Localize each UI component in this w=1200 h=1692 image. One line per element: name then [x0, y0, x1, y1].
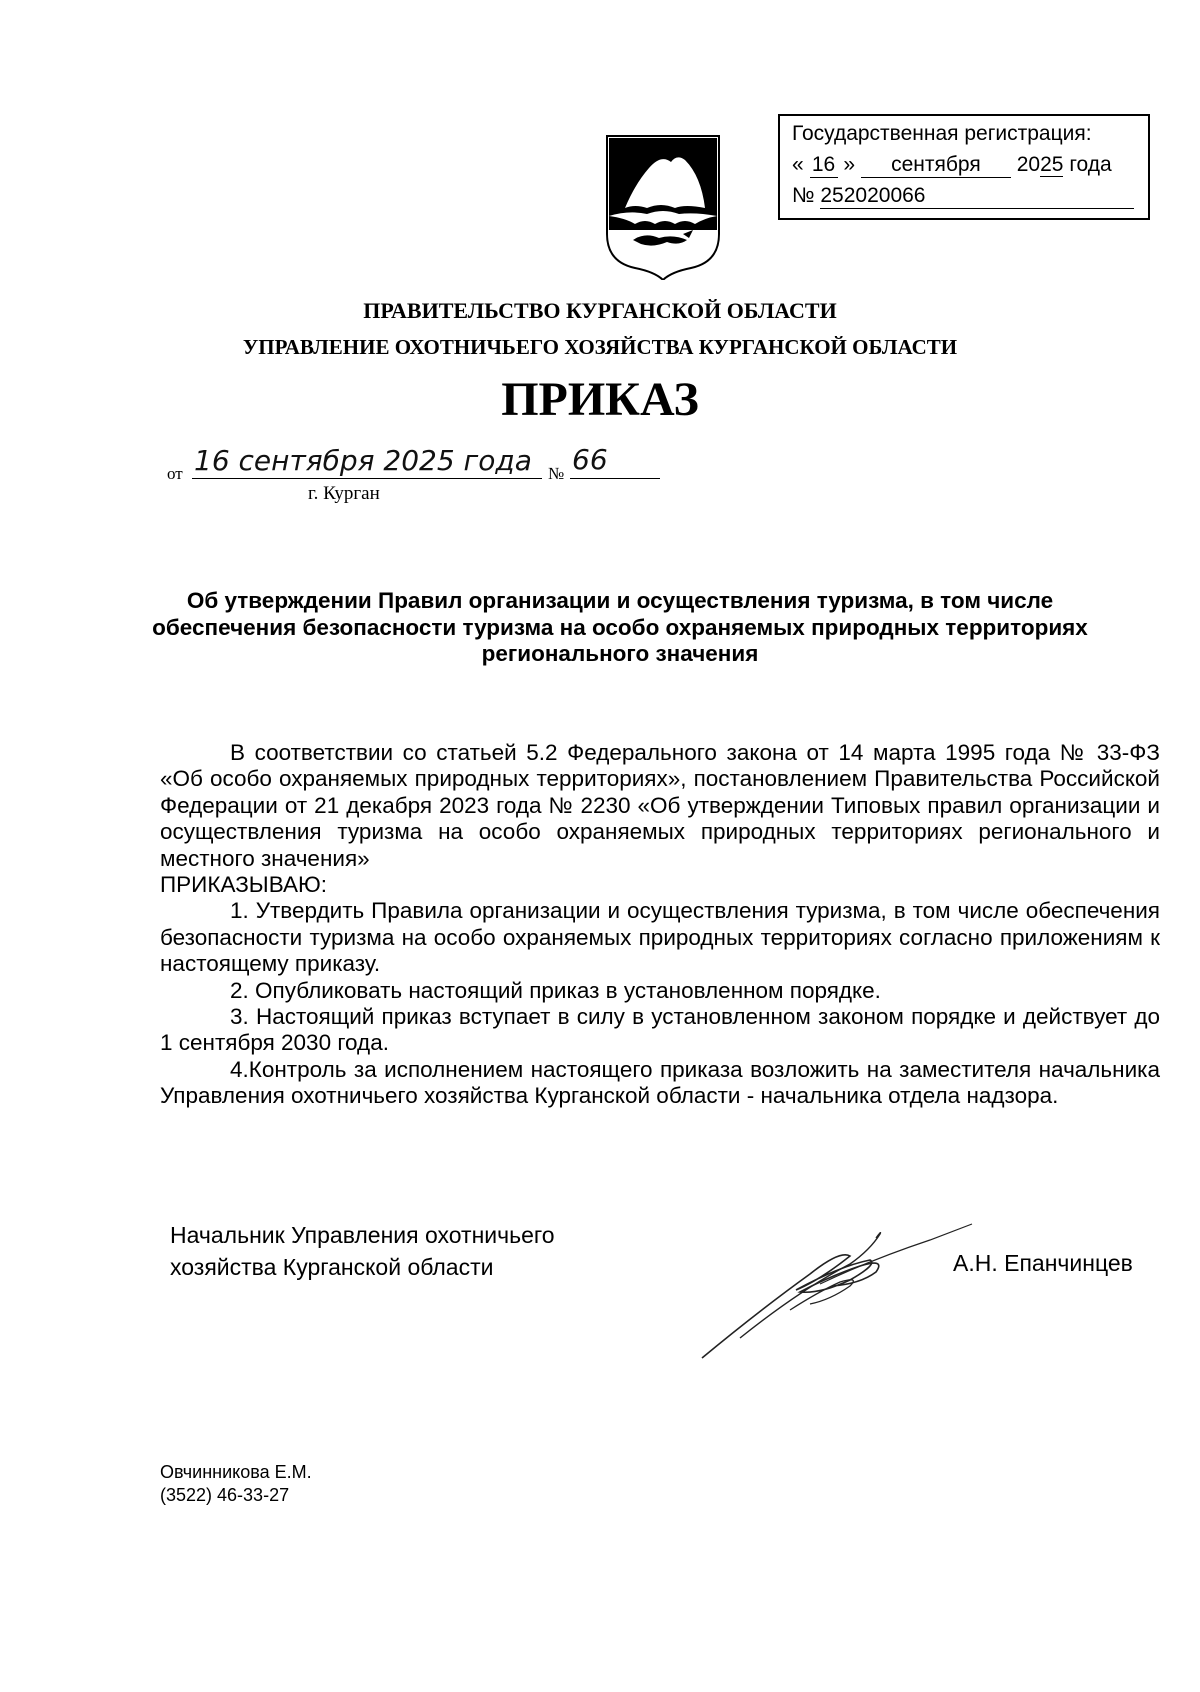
registration-stamp: [778, 114, 1150, 220]
order-from-label: от: [167, 464, 183, 483]
kurgan-region-emblem-icon: [605, 134, 721, 280]
stamp-date-line: [792, 153, 1112, 178]
stamp-month: сентября: [861, 153, 1011, 178]
order-city: г. Курган: [308, 483, 380, 504]
stamp-day-open: «: [792, 153, 804, 176]
executor-info: [160, 1461, 312, 1507]
signer-position-line1: Начальник Управления охотничьего: [170, 1222, 555, 1248]
stamp-year-word: года: [1069, 153, 1112, 176]
preamble-paragraph: [160, 740, 1160, 898]
order-subject: Об утверждении Правил организации и осуществления туризма, в том числе обеспечения безопасности туризма на особо охраняемых природных территориях регионального значения: [152, 588, 1088, 666]
order-date-handwritten: 16 сентября 2025 года: [194, 444, 532, 477]
stamp-number-label: №: [792, 184, 815, 207]
order-item-2: 2. Опубликовать настоящий приказ в установленном порядке.: [230, 977, 881, 1003]
handwritten-signature-icon: [700, 1220, 980, 1360]
order-item-4: 4.Контроль за исполнением настоящего приказа возложить на заместителя начальника Управления охотничьего хозяйства Курганской области - начальника отдела надзора.: [160, 1056, 1160, 1109]
stamp-year-suffix: 25: [1040, 153, 1064, 176]
executor-name: Овчинникова Е.М.: [160, 1462, 312, 1482]
stamp-number-line: [792, 184, 1134, 209]
executor-phone: (3522) 46-33-27: [160, 1485, 290, 1505]
order-number-handwritten: 66: [572, 443, 608, 476]
stamp-year-prefix: 20: [1016, 153, 1041, 176]
order-word: ПРИКАЗЫВАЮ:: [160, 872, 327, 898]
order-date-underline: [192, 478, 542, 479]
signer-position: [170, 1219, 555, 1283]
stamp-number: 252020066: [820, 184, 1134, 209]
preamble-text: В соответствии со статьей 5.2 Федерального закона от 14 марта 1995 года № 33-ФЗ «Об особо охраняемых природных территориях», постановлением Правительства Российской Федерации от 21 декабря 2023 года № 2230 «Об утверждении Типовых правил организации и осуществления туризма на особо охраняемых природных территориях регионального и местного значения»: [160, 740, 1160, 871]
signer-name: А.Н. Епанчинцев: [953, 1250, 1133, 1276]
order-item-3: 3. Настоящий приказ вступает в силу в установленном законом порядке и действует до 1 сентября 2030 года.: [160, 1004, 1160, 1056]
stamp-title: Государственная регистрация:: [792, 122, 1092, 145]
department-name: УПРАВЛЕНИЕ ОХОТНИЧЬЕГО ХОЗЯЙСТВА КУРГАНСКОЙ ОБЛАСТИ: [242, 335, 958, 359]
order-number-label: №: [548, 464, 565, 483]
order-item-1: 1. Утвердить Правила организации и осуществления туризма, в том числе обеспечения безопасности туризма на особо охраняемых природных территориях согласно приложениям к настоящему приказу.: [160, 898, 1160, 977]
order-body: [160, 740, 1160, 1110]
government-name: ПРАВИТЕЛЬСТВО КУРГАНСКОЙ ОБЛАСТИ: [363, 298, 837, 323]
signer-position-line2: хозяйства Курганской области: [170, 1254, 494, 1280]
order-number-underline: [570, 478, 660, 479]
stamp-day-close: »: [843, 153, 856, 176]
stamp-day: 16: [810, 153, 838, 178]
document-type-title: ПРИКАЗ: [501, 373, 699, 426]
